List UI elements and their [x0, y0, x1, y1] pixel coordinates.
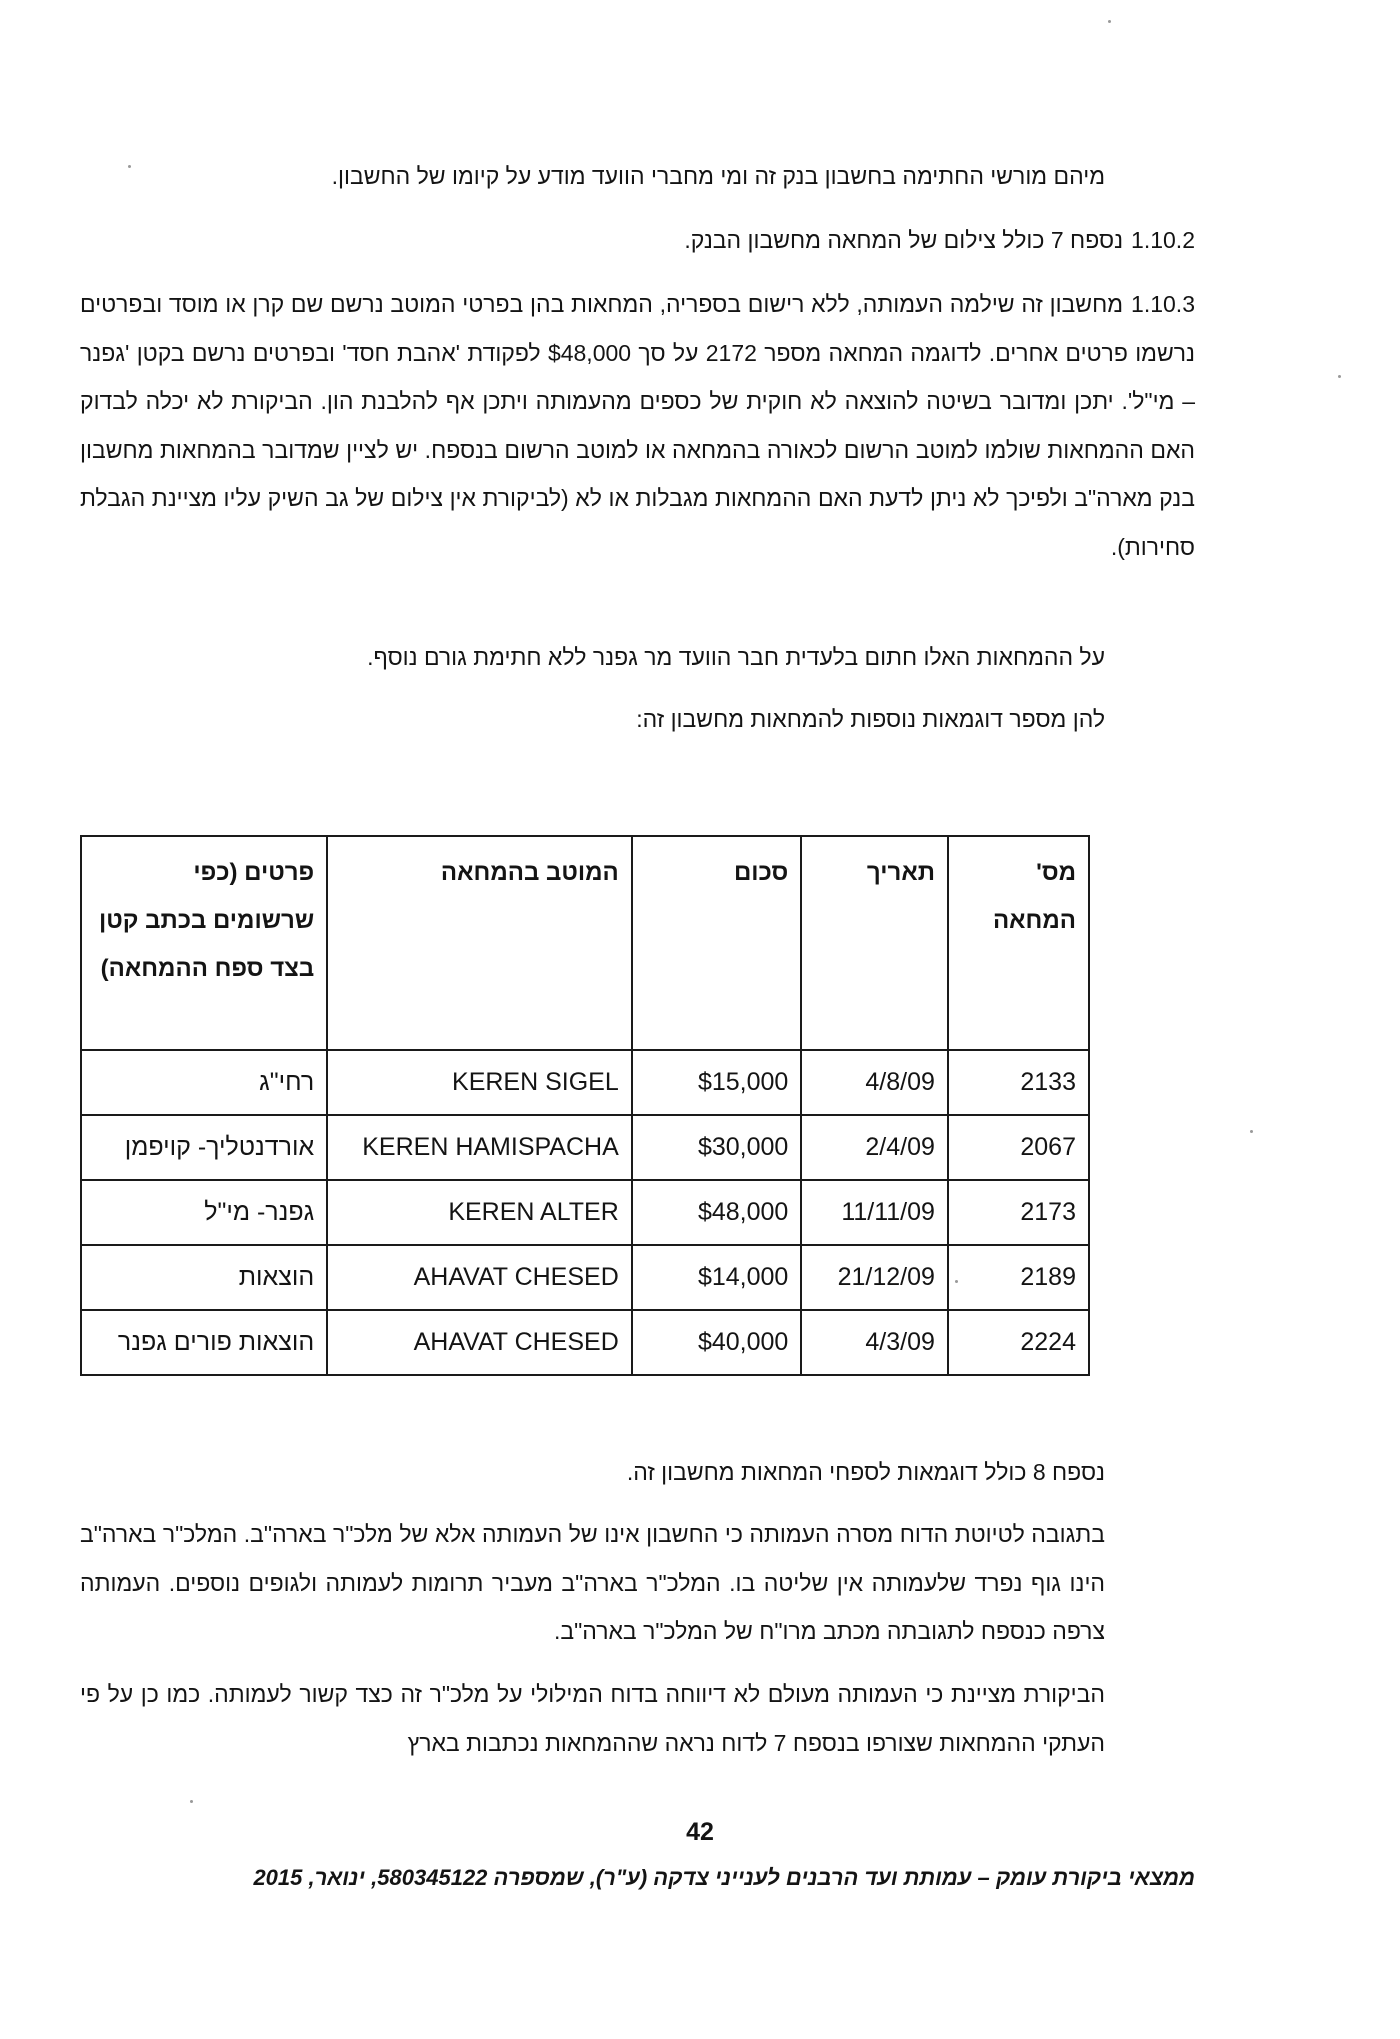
table-row — [81, 1310, 1089, 1375]
header-check-number: מס' המחאה — [948, 836, 1089, 1050]
cell-amount: $40,000 — [632, 1310, 802, 1375]
cell-details: הוצאות — [81, 1245, 327, 1310]
cell-date: 4/3/09 — [801, 1310, 948, 1375]
header-date: תאריך — [801, 836, 948, 1050]
cell-details: אורדנטליך- קויפמן — [81, 1115, 327, 1180]
cell-check-number: 2133 — [948, 1050, 1089, 1115]
cell-date: 11/11/09 — [801, 1180, 948, 1245]
section-number: 1.10.3 — [1131, 291, 1195, 317]
scan-speck — [1250, 1130, 1253, 1133]
paragraph-signed-by: על ההמחאות האלו חתום בלעדית חבר הוועד מר גפנר ללא חתימת גורם נוסף. — [367, 644, 1105, 670]
paragraph-signatories: מיהם מורשי החתימה בחשבון בנק זה ומי מחברי הוועד מודע על קיומו של החשבון. — [331, 163, 1105, 189]
cell-date: 4/8/09 — [801, 1050, 948, 1115]
paragraph-appendix-8: נספח 8 כולל דוגמאות לספחי המחאות מחשבון זה. — [626, 1459, 1105, 1485]
section-number: 1.10.2 — [1131, 227, 1195, 253]
table-row — [81, 1180, 1089, 1245]
paragraph-response: בתגובה לטיוטת הדוח מסרה העמותה כי החשבון אינו של העמותה אלא של מלכ"ר בארה"ב. המלכ"ר בארה"ב הינו גוף נפרד שלעמותה אין שליטה בו. המלכ"ר בארה"ב מעביר תרומות לעמותה ולגופים נוספים. העמותה צרפה כנספח לתגובתה מכתב מרו"ח של המלכ"ר בארה"ב. — [80, 1521, 1105, 1644]
cell-beneficiary: AHAVAT CHESED — [327, 1310, 632, 1375]
cell-details: רחי"ג — [81, 1050, 327, 1115]
scan-speck — [190, 1800, 193, 1803]
table-row — [81, 1050, 1089, 1115]
scan-speck — [955, 1280, 958, 1283]
cell-check-number: 2224 — [948, 1310, 1089, 1375]
checks-table — [80, 835, 1090, 1376]
cell-amount: $15,000 — [632, 1050, 802, 1115]
cell-beneficiary: KEREN HAMISPACHA — [327, 1115, 632, 1180]
cell-date: 2/4/09 — [801, 1115, 948, 1180]
cell-amount: $30,000 — [632, 1115, 802, 1180]
scan-speck — [1108, 20, 1111, 23]
header-beneficiary: המוטב בהמחאה — [327, 836, 632, 1050]
table-row — [81, 1245, 1089, 1310]
header-amount: סכום — [632, 836, 802, 1050]
scan-speck — [128, 165, 131, 168]
cell-check-number: 2189 — [948, 1245, 1089, 1310]
page-footer: ממצאי ביקורת עומק – עמותת ועד הרבנים לענייני צדקה (ע"ר), שמספרה 580345122, ינואר, 2015 — [253, 1865, 1195, 1890]
cell-beneficiary: KEREN ALTER — [327, 1180, 632, 1245]
cell-check-number: 2067 — [948, 1115, 1089, 1180]
table-header-row — [81, 836, 1089, 1050]
paragraph-examples-intro: להן מספר דוגמאות נוספות להמחאות מחשבון זה: — [636, 706, 1105, 732]
cell-details: גפנר- מי"ל — [81, 1180, 327, 1245]
paragraph-text: מחשבון זה שילמה העמותה, ללא רישום בספריה, המחאות בהן בפרטי המוטב נרשם שם קרן או מוסד ובפרטים נרשמו פרטים אחרים. לדוגמה המחאה מספר 2172 על סך $48,000 לפקודת 'אהבת חסד' ובפרטים נרשם בקטן 'גפנר – מי"ל'. יתכן ומדובר בשיטה להוצאה לא חוקית של כספים מהעמותה ויתכן אף להלבנת הון. הביקורת לא יכלה לבדוק האם ההמחאות שולמו למוטב הרשום לכאורה בהמחאה או למוטב הרשום בנספח. יש לציין שמדובר בהמחאות מחשבון בנק מארה"ב ולפיכך לא ניתן לדעת האם ההמחאות מגבלות או לא (לביקורת אין צילום של גב השיק עליו מציינת הגבלת סחירות). — [80, 291, 1195, 560]
paragraph-text: נספח 7 כולל צילום של המחאה מחשבון הבנק. — [684, 227, 1124, 253]
paragraph-1-10-2 — [600, 216, 1195, 265]
cell-check-number: 2173 — [948, 1180, 1089, 1245]
page-number: 42 — [686, 1818, 714, 1846]
paragraph-audit-note: הביקורת מציינת כי העמותה מעולם לא דיווחה בדוח המילולי על מלכ"ר זה כצד קשור לעמותה. כמו כן על פי העתקי ההמחאות שצורפו בנספח 7 לדוח נראה שההמחאות נכתבות בארץ — [80, 1681, 1105, 1756]
cell-date: 21/12/09 — [801, 1245, 948, 1310]
cell-beneficiary: AHAVAT CHESED — [327, 1245, 632, 1310]
scan-speck — [1338, 375, 1341, 378]
cell-amount: $48,000 — [632, 1180, 802, 1245]
cell-details: הוצאות פורים גפנר — [81, 1310, 327, 1375]
header-details: פרטים (כפי שרשומים בכתב קטן בצד ספח ההמחאה) — [81, 836, 327, 1050]
cell-amount: $14,000 — [632, 1245, 802, 1310]
paragraph-1-10-3 — [80, 280, 1195, 571]
cell-beneficiary: KEREN SIGEL — [327, 1050, 632, 1115]
table-row — [81, 1115, 1089, 1180]
